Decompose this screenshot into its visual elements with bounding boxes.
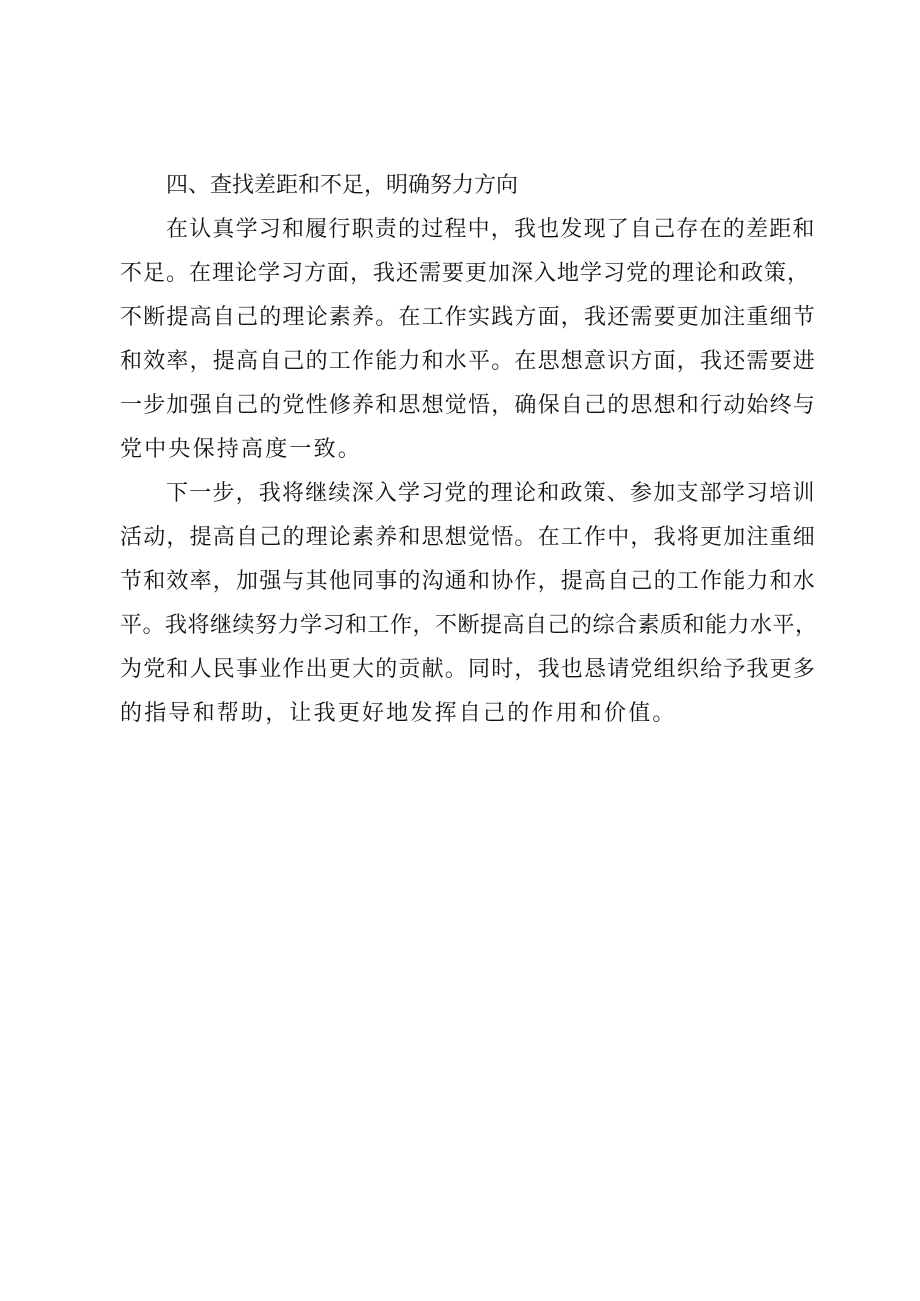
paragraph-line: 和效率，提高自己的工作能力和水平。在思想意识方面，我还需要进 — [120, 349, 817, 374]
paragraph-line: 为党和人民事业作出更大的贡献。同时，我也恳请党组织给予我更多 — [120, 657, 817, 682]
paragraph-shortcomings — [120, 208, 820, 472]
paragraph-next-steps — [120, 472, 820, 736]
paragraph-line: 在认真学习和履行职责的过程中，我也发现了自己存在的差距和 — [166, 217, 816, 242]
document-body — [120, 164, 820, 736]
paragraph-line: 一步加强自己的党性修养和思想觉悟，确保自己的思想和行动始终与 — [120, 393, 817, 418]
paragraph-line: 平。我将继续努力学习和工作，不断提高自己的综合素质和能力水平， — [120, 613, 818, 638]
paragraph-line: 的指导和帮助，让我更好地发挥自己的作用和价值。 — [120, 701, 677, 726]
paragraph-line: 不断提高自己的理论素养。在工作实践方面，我还需要更加注重细节 — [120, 305, 817, 330]
paragraph-line: 节和效率，加强与其他同事的沟通和协作，提高自己的工作能力和水 — [120, 569, 817, 594]
section-heading: 四、查找差距和不足，明确努力方向 — [166, 173, 519, 198]
paragraph-line: 活动，提高自己的理论素养和思想觉悟。在工作中，我将更加注重细 — [120, 525, 817, 550]
paragraph-line: 不足。在理论学习方面，我还需要更加深入地学习党的理论和政策， — [120, 261, 811, 286]
paragraph-line: 下一步，我将继续深入学习党的理论和政策、参加支部学习培训 — [166, 481, 816, 506]
paragraph-line: 党中央保持高度一致。 — [120, 437, 363, 462]
